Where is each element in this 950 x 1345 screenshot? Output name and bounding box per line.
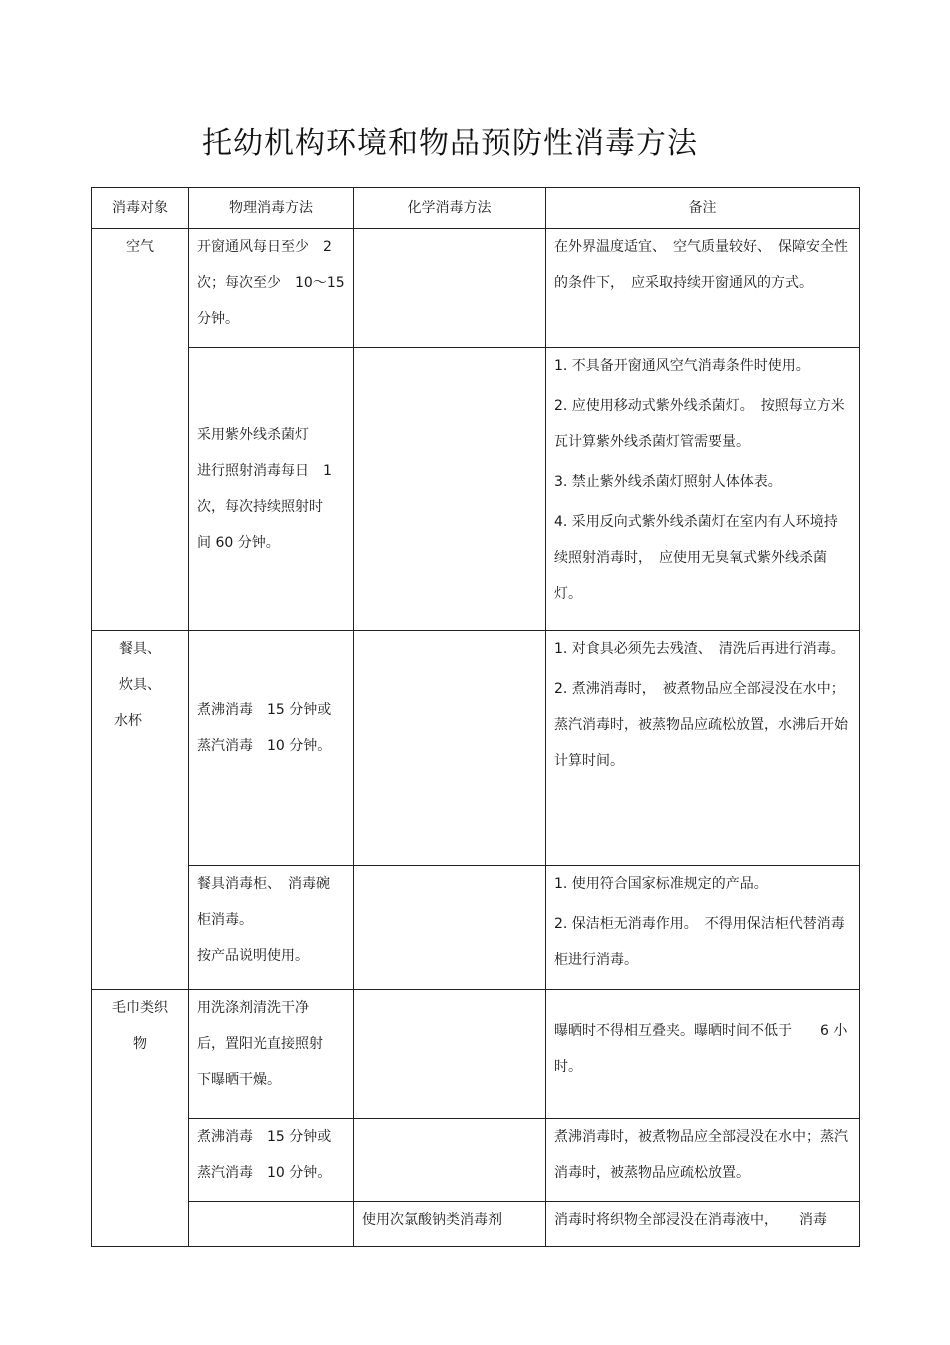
- physical-line: 煮沸消毒 15 分钟或: [197, 1129, 332, 1145]
- notes-cell: [546, 1202, 860, 1247]
- physical-line: 餐具消毒柜、 消毒碗: [197, 876, 330, 892]
- physical-line: 采用紫外线杀菌灯: [197, 427, 309, 443]
- physical-line: 用洗涤剂清洗干净: [197, 1000, 309, 1016]
- notes-cell: [546, 348, 860, 631]
- target-label: 水杯: [114, 713, 142, 729]
- table-row: [92, 229, 860, 348]
- target-cell-dishes: [92, 631, 189, 990]
- notes-cell: [546, 990, 860, 1119]
- target-label: 物: [133, 1036, 147, 1052]
- target-cell-towels: [92, 990, 189, 1247]
- note-item: 4. 采用反向式紫外线杀菌灯在室内有人环境持续照射消毒时， 应使用无臭氧式紫外线杀菌灯。: [554, 514, 838, 602]
- chemical-method-cell: [354, 866, 546, 990]
- header-target: 消毒对象: [92, 188, 189, 229]
- note-item: 1. 对食具必须先去残渣、 清洗后再进行消毒。: [554, 641, 845, 657]
- notes-cell: [546, 1119, 860, 1202]
- note-item: 2. 煮沸消毒时， 被煮物品应全部浸没在水中；蒸汽消毒时，被蒸物品应疏松放置，水沸后开始计算时间。: [554, 681, 848, 769]
- physical-method-cell: [189, 1202, 354, 1247]
- table-row: [92, 348, 860, 631]
- physical-method-cell: [189, 990, 354, 1119]
- target-label: 毛巾类织: [112, 1000, 168, 1016]
- note-item: 1. 使用符合国家标准规定的产品。: [554, 876, 768, 892]
- disinfection-table: [91, 187, 860, 1247]
- physical-method-cell: [189, 348, 354, 631]
- physical-line: 下曝晒干燥。: [197, 1072, 281, 1088]
- physical-method-cell: [189, 866, 354, 990]
- note-item: 在外界温度适宜、 空气质量较好、 保障安全性的条件下， 应采取持续开窗通风的方式。: [554, 239, 848, 291]
- page-title-text: 托幼机构环境和物品预防性消毒方法: [202, 126, 698, 161]
- target-label: 餐具、: [119, 641, 161, 657]
- header-chemical: 化学消毒方法: [354, 188, 546, 229]
- notes-cell: [546, 866, 860, 990]
- table-row: [92, 990, 860, 1119]
- target-cell-air: [92, 229, 189, 631]
- physical-line: 按产品说明使用。: [197, 948, 309, 964]
- page-title: [0, 118, 950, 170]
- notes-cell: [546, 229, 860, 348]
- note-item: 煮沸消毒时，被煮物品应全部浸没在水中；蒸汽消毒时，被蒸物品应疏松放置。: [554, 1129, 848, 1181]
- note-item: 2. 应使用移动式紫外线杀菌灯。 按照每立方米瓦计算紫外线杀菌灯管需要量。: [554, 398, 845, 450]
- note-item: 2. 保洁柜无消毒作用。 不得用保洁柜代替消毒柜进行消毒。: [554, 916, 845, 968]
- chemical-method-cell: [354, 229, 546, 348]
- physical-line: 开窗通风每日至少 2: [197, 239, 332, 255]
- table-row: [92, 1202, 860, 1247]
- notes-cell: [546, 631, 860, 866]
- chemical-method-cell: [354, 1119, 546, 1202]
- table-header-row: [92, 188, 860, 229]
- physical-line: 分钟。: [197, 311, 239, 327]
- header-physical: 物理消毒方法: [189, 188, 354, 229]
- table-row: [92, 866, 860, 990]
- physical-method-cell: [189, 229, 354, 348]
- chemical-method-cell: [354, 631, 546, 866]
- physical-line: 次，每次持续照射时: [197, 499, 323, 515]
- physical-line: 进行照射消毒每日 1: [197, 463, 332, 479]
- header-notes: 备注: [546, 188, 860, 229]
- physical-line: 间 60 分钟。: [197, 535, 280, 551]
- note-item: 曝晒时不得相互叠夹。曝晒时间不低于 6 小时。: [554, 1023, 848, 1075]
- physical-line: 柜消毒。: [197, 912, 253, 928]
- physical-line: 蒸汽消毒 10 分钟。: [197, 738, 332, 754]
- physical-line: 蒸汽消毒 10 分钟。: [197, 1165, 332, 1181]
- chemical-method-cell: [354, 990, 546, 1119]
- note-item: 3. 禁止紫外线杀菌灯照射人体体表。: [554, 474, 782, 490]
- note-item: 1. 不具备开窗通风空气消毒条件时使用。: [554, 358, 810, 374]
- target-label: 空气: [126, 239, 154, 255]
- chemical-method-cell: 使用次氯酸钠类消毒剂: [354, 1202, 546, 1247]
- table-row: [92, 1119, 860, 1202]
- target-label: 炊具、: [119, 677, 161, 693]
- physical-line: 煮沸消毒 15 分钟或: [197, 702, 332, 718]
- physical-line: 次；每次至少 10～15: [197, 275, 345, 291]
- table-row: [92, 631, 860, 866]
- chemical-method-cell: [354, 348, 546, 631]
- physical-method-cell: [189, 631, 354, 866]
- physical-method-cell: [189, 1119, 354, 1202]
- physical-line: 后，置阳光直接照射: [197, 1036, 323, 1052]
- note-item: 消毒时将织物全部浸没在消毒液中， 消毒: [554, 1212, 827, 1228]
